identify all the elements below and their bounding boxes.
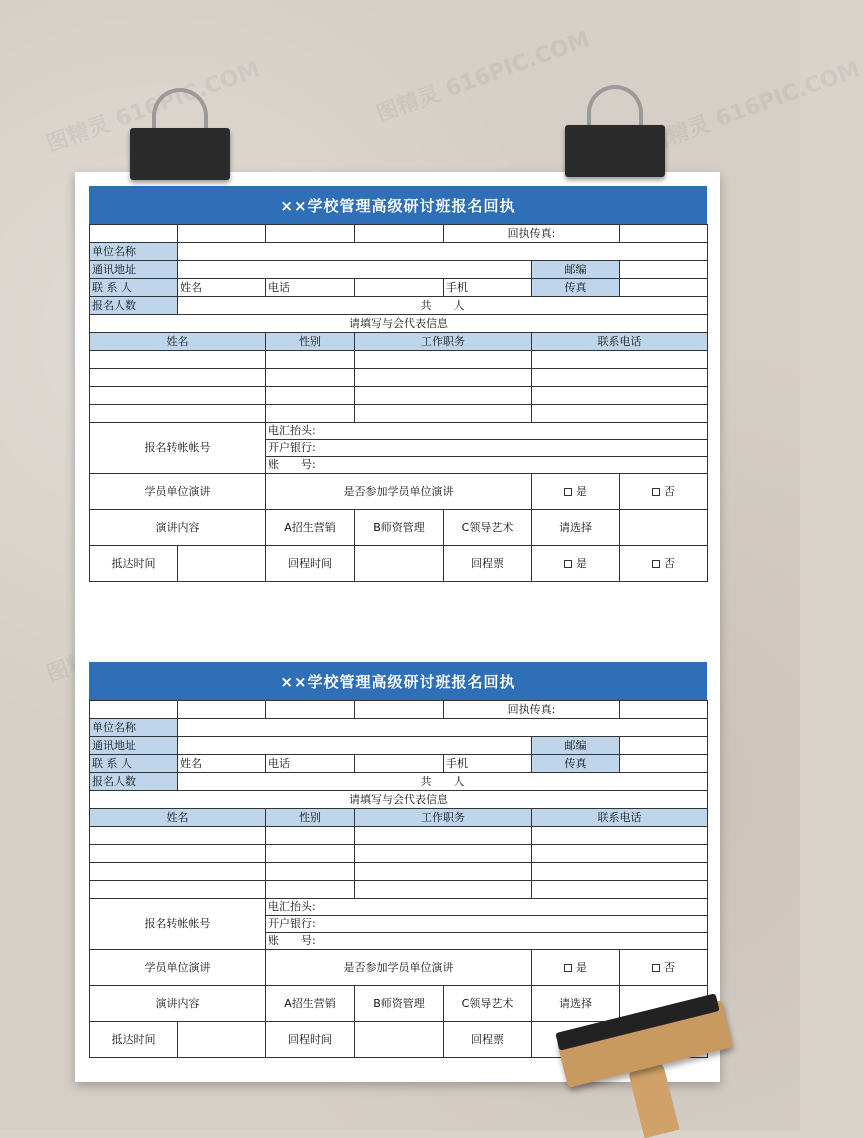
col-name-header: 姓名	[90, 333, 266, 351]
account-no-field[interactable]: 账 号:	[266, 457, 708, 474]
col-name-header: 姓名	[90, 809, 266, 827]
bank-field[interactable]: 开户银行:	[266, 440, 708, 457]
paper-sheet	[75, 172, 720, 1082]
fill-hint: 请填写与会代表信息	[90, 315, 708, 333]
fax-field-label: 传真	[532, 279, 620, 297]
binder-clip-right-icon	[565, 85, 665, 185]
col-tel-header: 联系电话	[532, 333, 708, 351]
contact-name-label: 姓名	[178, 755, 266, 773]
option-c[interactable]: C领导艺术	[444, 510, 532, 546]
arrive-time-field[interactable]	[178, 546, 266, 582]
col-gender-header: 性别	[266, 333, 355, 351]
form-table	[89, 224, 708, 582]
address-field[interactable]	[178, 261, 532, 279]
table-row[interactable]	[90, 827, 708, 845]
option-c[interactable]: C领导艺术	[444, 986, 532, 1022]
unit-name-label: 单位名称	[90, 243, 178, 261]
col-job-header: 工作职务	[355, 809, 532, 827]
arrive-time-field[interactable]	[178, 1022, 266, 1058]
ticket-no-option[interactable]: 否	[620, 546, 708, 582]
speech-no-option[interactable]: 否	[620, 474, 708, 510]
rubber-stamp-icon	[555, 1005, 755, 1130]
registration-form-2	[89, 662, 707, 1058]
checkbox-icon	[564, 488, 572, 496]
table-row[interactable]	[90, 863, 708, 881]
speech-no-option[interactable]: 否	[620, 950, 708, 986]
postcode-label: 邮编	[532, 737, 620, 755]
join-speech-label: 是否参加学员单位演讲	[266, 950, 532, 986]
table-row[interactable]	[90, 369, 708, 387]
option-a[interactable]: A招生营销	[266, 986, 355, 1022]
postcode-field[interactable]	[620, 261, 708, 279]
choose-label: 请选择	[532, 986, 620, 1022]
address-label: 通讯地址	[90, 261, 178, 279]
postcode-label: 邮编	[532, 261, 620, 279]
checkbox-icon	[652, 488, 660, 496]
checkbox-icon	[564, 560, 572, 568]
address-field[interactable]	[178, 737, 532, 755]
return-time-label: 回程时间	[266, 1022, 355, 1058]
checkbox-icon	[652, 964, 660, 972]
table-row[interactable]	[90, 387, 708, 405]
col-tel-header: 联系电话	[532, 809, 708, 827]
count-label: 报名人数	[90, 297, 178, 315]
return-time-field[interactable]	[355, 1022, 444, 1058]
unit-name-label: 单位名称	[90, 719, 178, 737]
account-no-field[interactable]: 账 号:	[266, 933, 708, 950]
contact-phone-label: 电话	[266, 279, 355, 297]
table-row[interactable]	[90, 881, 708, 899]
option-a[interactable]: A招生营销	[266, 510, 355, 546]
return-ticket-label: 回程票	[444, 546, 532, 582]
contact-label: 联 系 人	[90, 279, 178, 297]
choose-label: 请选择	[532, 510, 620, 546]
return-ticket-label: 回程票	[444, 1022, 532, 1058]
option-b[interactable]: B师资管理	[355, 986, 444, 1022]
unit-name-field[interactable]	[178, 243, 708, 261]
return-time-label: 回程时间	[266, 546, 355, 582]
form-title: ××学校管理高级研讨班报名回执	[89, 186, 707, 224]
address-label: 通讯地址	[90, 737, 178, 755]
fax-field-label: 传真	[532, 755, 620, 773]
join-speech-label: 是否参加学员单位演讲	[266, 474, 532, 510]
total-text: 共 人	[178, 297, 708, 315]
choose-field[interactable]	[620, 510, 708, 546]
ticket-yes-option[interactable]: 是	[532, 546, 620, 582]
bank-account-label: 报名转帐帐号	[90, 899, 266, 950]
binder-clip-left-icon	[130, 88, 230, 188]
fax-label: 回执传真:	[444, 225, 620, 243]
bank-field[interactable]: 开户银行:	[266, 916, 708, 933]
speech-content-label: 演讲内容	[90, 986, 266, 1022]
table-row[interactable]	[90, 351, 708, 369]
fill-hint: 请填写与会代表信息	[90, 791, 708, 809]
option-b[interactable]: B师资管理	[355, 510, 444, 546]
speech-yes-option[interactable]: 是	[532, 950, 620, 986]
speech-content-label: 演讲内容	[90, 510, 266, 546]
registration-form-1	[89, 186, 707, 582]
col-job-header: 工作职务	[355, 333, 532, 351]
checkbox-icon	[564, 964, 572, 972]
speech-label: 学员单位演讲	[90, 474, 266, 510]
count-label: 报名人数	[90, 773, 178, 791]
speech-label: 学员单位演讲	[90, 950, 266, 986]
bank-account-label: 报名转帐帐号	[90, 423, 266, 474]
fax-field[interactable]	[620, 755, 708, 773]
arrive-time-label: 抵达时间	[90, 1022, 178, 1058]
checkbox-icon	[652, 560, 660, 568]
fax-label: 回执传真:	[444, 701, 620, 719]
contact-mobile-label: 手机	[444, 755, 532, 773]
contact-mobile-label: 手机	[444, 279, 532, 297]
remit-head-field[interactable]: 电汇抬头:	[266, 423, 708, 440]
contact-label: 联 系 人	[90, 755, 178, 773]
arrive-time-label: 抵达时间	[90, 546, 178, 582]
contact-phone-label: 电话	[266, 755, 355, 773]
col-gender-header: 性别	[266, 809, 355, 827]
form-title: ××学校管理高级研讨班报名回执	[89, 662, 707, 700]
return-time-field[interactable]	[355, 546, 444, 582]
speech-yes-option[interactable]: 是	[532, 474, 620, 510]
fax-field[interactable]	[620, 279, 708, 297]
contact-name-label: 姓名	[178, 279, 266, 297]
table-row[interactable]	[90, 405, 708, 423]
unit-name-field[interactable]	[178, 719, 708, 737]
postcode-field[interactable]	[620, 737, 708, 755]
remit-head-field[interactable]: 电汇抬头:	[266, 899, 708, 916]
total-text: 共 人	[178, 773, 708, 791]
table-row[interactable]	[90, 845, 708, 863]
